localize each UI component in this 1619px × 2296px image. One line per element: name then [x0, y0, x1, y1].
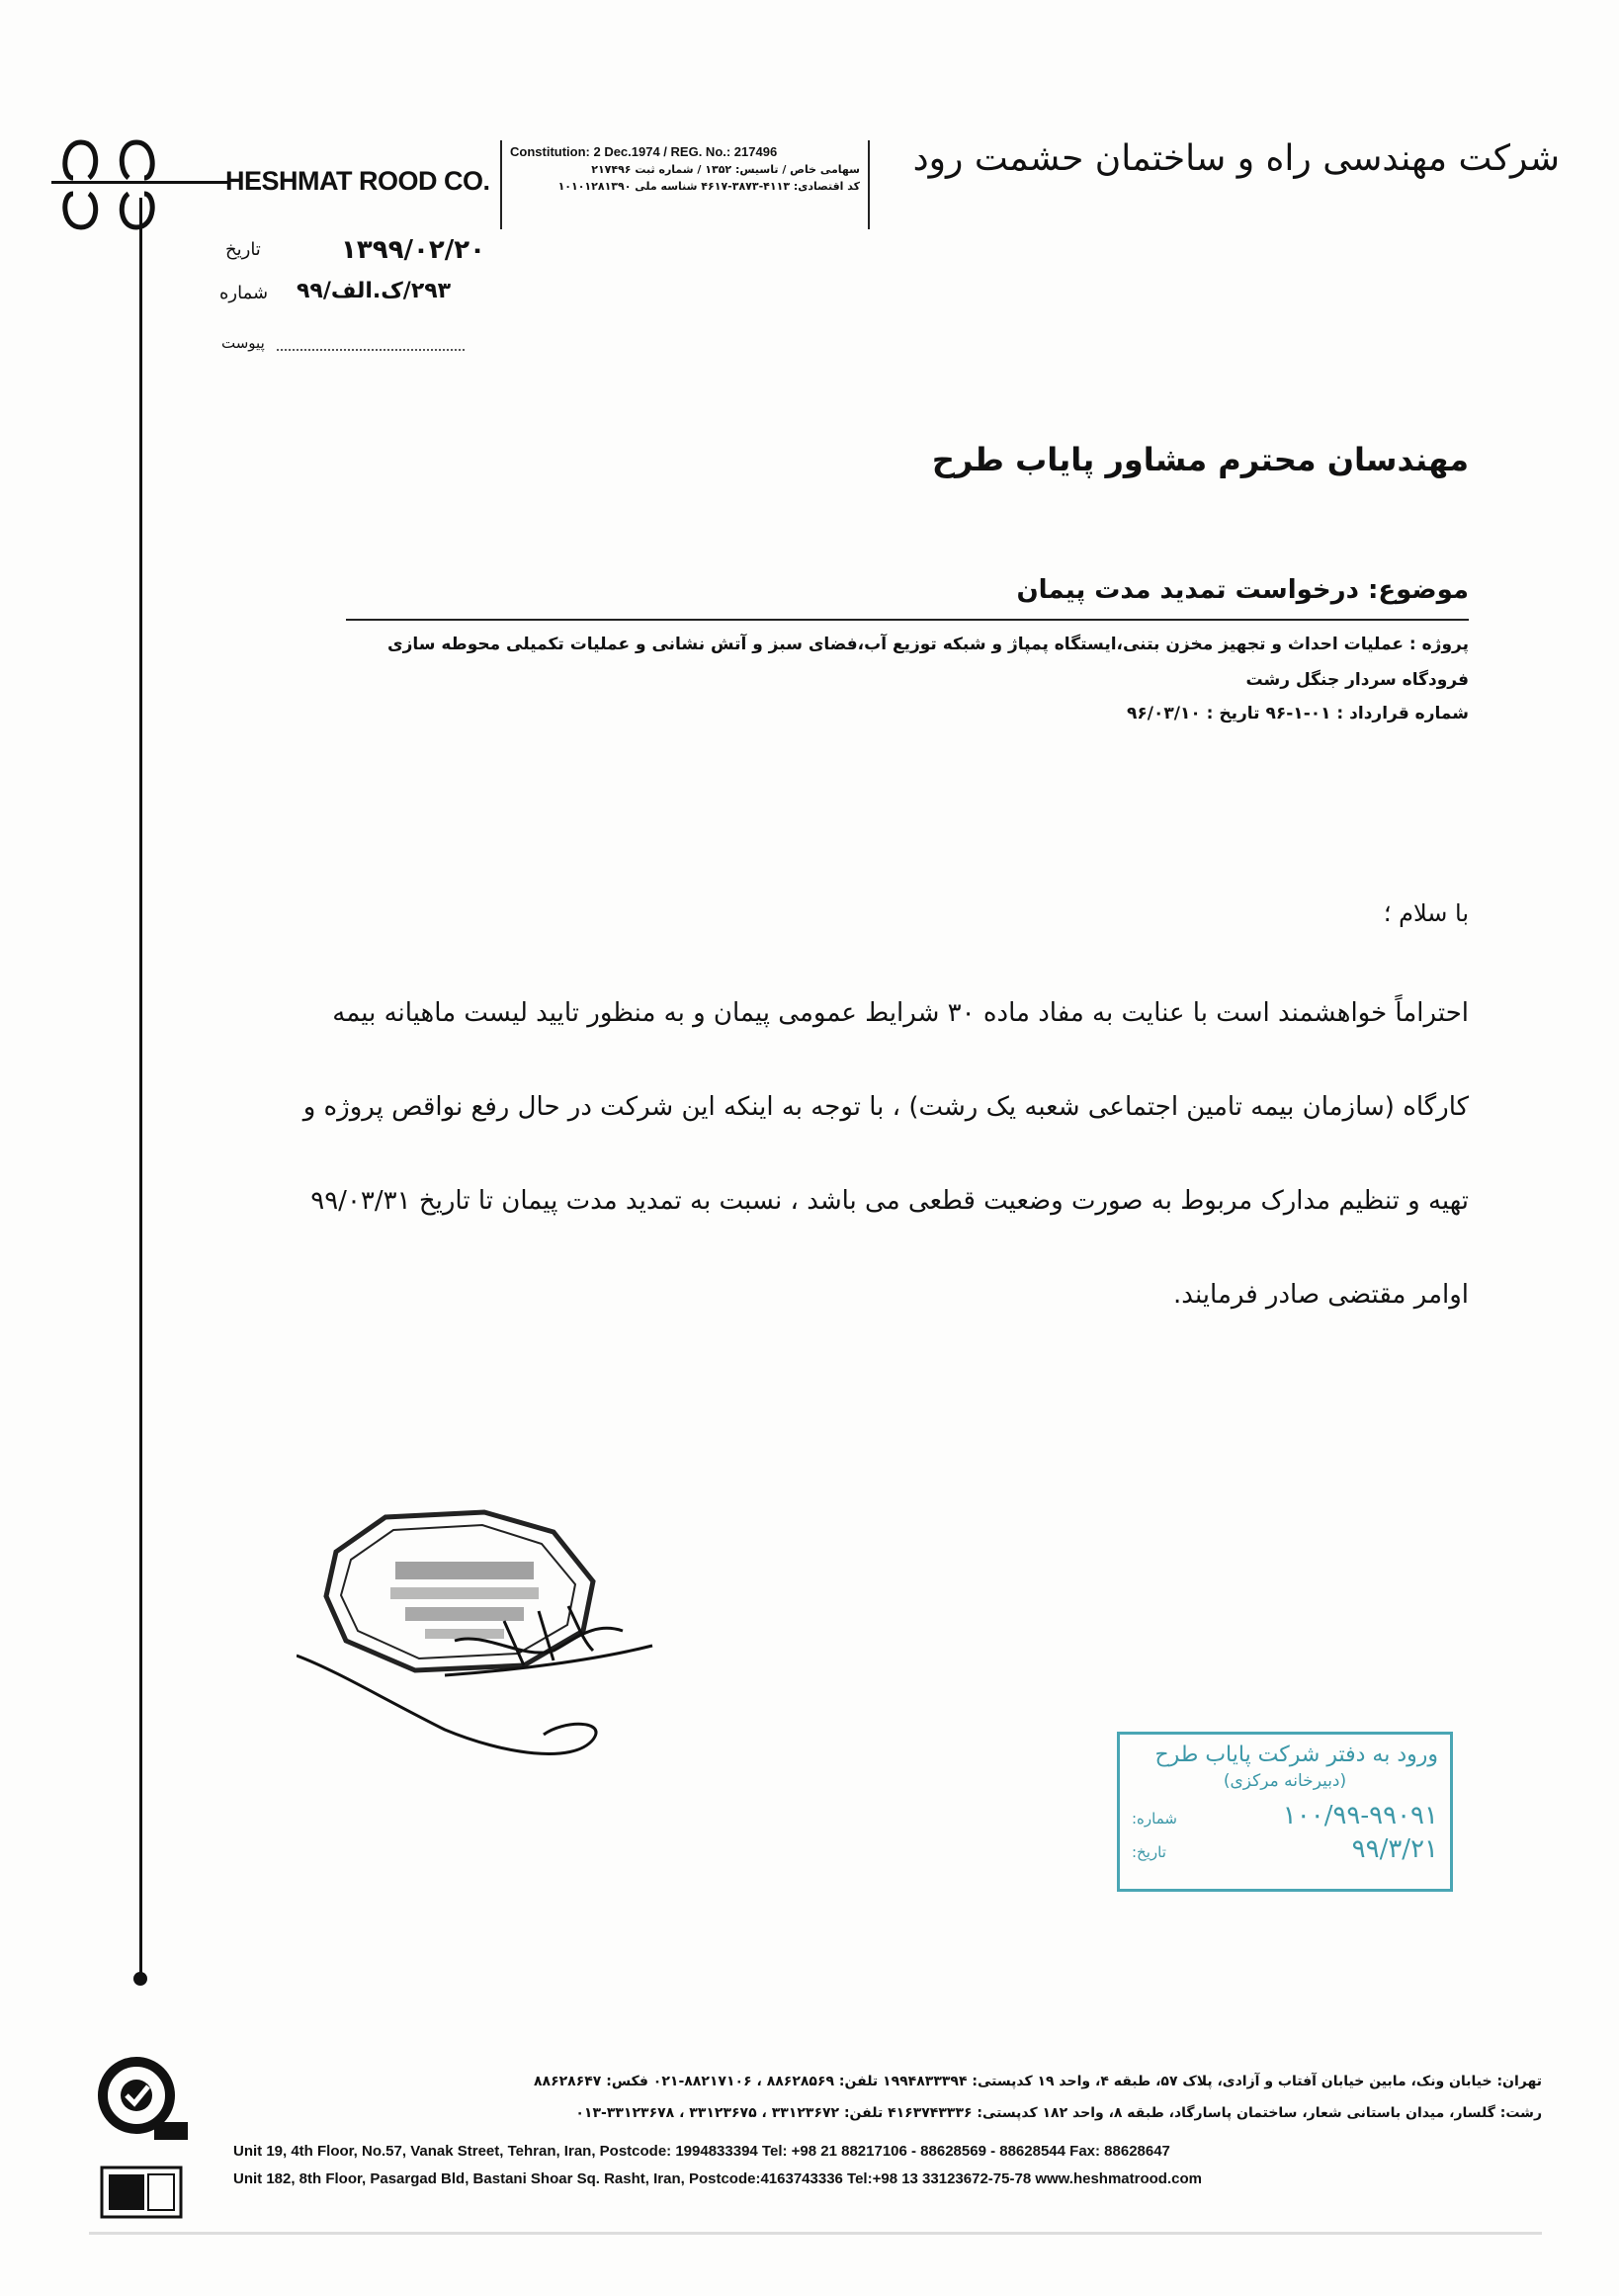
- margin-line: [139, 198, 142, 1977]
- receipt-number-label: شماره:: [1132, 1810, 1177, 1828]
- standard-mark-icon: [102, 2168, 181, 2217]
- body-line-1: احتراماً خواهشمند است با عنایت به مفاد ماده ۳۰ شرایط عمومی پیمان و به منظور تایید لیست ماهیانه بیمه: [332, 998, 1469, 1028]
- footer-address-tehran-fa: تهران: خیابان ونک، مابین خیابان آفتاب و آزادی، پلاک ۵۷، طبقه ۴، واحد ۱۹ کدپستی: ۱۹۹۴۸۳۳۳۹۴ تلفن: ۸۸۶۲۸۵۶۹ ، ۸۸۲۱۷۱۰۶-۰۲۱ فکس: ۸۸۶۲۸۶۴۷: [533, 2074, 1542, 2089]
- footer-edge: [89, 2232, 1542, 2235]
- receipt-number-row: [1132, 1801, 1438, 1830]
- recipient: مهندسان محترم مشاور پایاب طرح: [931, 441, 1469, 478]
- letter-number: ۲۹۳/ک.الف/۹۹: [297, 279, 452, 303]
- body-line-3: تهیه و تنظیم مدارک مربوط به صورت وضعیت قطعی می باشد ، نسبت به تمدید مدت پیمان تا تاریخ ۹۹/۰۳/۳۱: [310, 1186, 1469, 1216]
- receipt-date-value: ۹۹/۳/۲۱: [1351, 1834, 1438, 1864]
- margin-line-end: [133, 1972, 147, 1986]
- number-label: شماره: [219, 283, 269, 303]
- registration-line-en: Constitution: 2 Dec.1974 / REG. No.: 217496: [510, 144, 778, 159]
- company-seal-and-signature: [297, 1492, 712, 1789]
- contract-number: شماره قرارداد : ۰۱-۱-۹۶ تاریخ : ۹۶/۰۳/۱۰: [1127, 704, 1469, 723]
- signature-icon: [297, 1606, 652, 1753]
- company-name-en: HESHMAT ROOD CO.: [225, 166, 490, 196]
- attachment-dots: [277, 348, 465, 351]
- footer-address-rasht-fa: رشت: گلسار، میدان باستانی شعار، ساختمان پاسارگاد، طبقه ۸، واحد ۱۸۲ کدپستی: ۴۱۶۳۷۴۳۳۳۶ تلفن: ۳۳۱۲۳۶۷۲ ، ۳۳۱۲۳۶۷۵ ، ۳۳۱۲۳۶۷۸-۰۱۳: [575, 2105, 1542, 2121]
- footer-address-rasht-en: Unit 182, 8th Floor, Pasargad Bld, Bastani Shoar Sq. Rasht, Iran, Postcode:4163743336 Tel:+98 13 33123672-75-78 www.heshmatrood.com: [233, 2170, 1202, 2187]
- subject-rule: [346, 619, 1469, 621]
- project-line-2: فرودگاه سردار جنگل رشت: [1245, 670, 1469, 690]
- letter-date: ۱۳۹۹/۰۲/۲۰: [341, 235, 485, 265]
- project-description: [352, 627, 1469, 698]
- attachment-label: پیوست: [221, 334, 265, 352]
- receipt-date-label: تاریخ:: [1132, 1843, 1166, 1861]
- subject: موضوع: درخواست تمدید مدت پیمان: [1016, 575, 1469, 605]
- receipt-number-value: ۱۰۰/۹۹-۹۹۰۹۱: [1282, 1801, 1438, 1830]
- company-name-fa: شرکت مهندسی راه و ساختمان حشمت رود: [912, 138, 1560, 179]
- header-rule: [51, 181, 227, 184]
- company-logo-icon: [51, 130, 170, 239]
- body-line-2: کارگاه (سازمان بیمه تامین اجتماعی شعبه یک رشت) ، با توجه به اینکه این شرکت در حال رفع نواقص پروژه و: [302, 1092, 1469, 1122]
- receipt-date-row: [1132, 1834, 1438, 1864]
- body-line-4: اوامر مقتضی صادر فرمایند.: [1173, 1280, 1469, 1310]
- project-line-1: پروژه : عملیات احداث و تجهیز مخزن بتنی،ایستگاه پمپاژ و شبکه توزیع آب،فضای سبز و آتش نشانی و عملیات تکمیلی محوطه سازی: [386, 635, 1469, 654]
- footer-address-tehran-en: Unit 19, 4th Floor, No.57, Vanak Street, Tehran, Iran, Postcode: 1994833394 Tel: +98 21 88217106 - 88628569 - 88628544 Fax: 88628647: [233, 2143, 1170, 2160]
- letter-body: [184, 967, 1469, 1342]
- date-label: تاریخ: [225, 239, 261, 260]
- economic-code-line: کد اقتصادی: ۴۱۱۳-۳۸۷۳-۴۶۱۷ شناسه ملی ۱۰۱۰۱۲۸۱۳۹۰: [557, 180, 860, 193]
- receipt-stamp-title: ورود به دفتر شرکت پایاب طرح: [1154, 1743, 1438, 1767]
- receipt-stamp-subtitle: (دبیرخانه مرکزی): [1223, 1771, 1347, 1791]
- greeting: با سلام ؛: [1383, 899, 1469, 927]
- seal-icon: [326, 1512, 593, 1670]
- registration-line-fa: سهامی خاص / تاسیس: ۱۳۵۲ / شماره ثبت ۲۱۷۴۹۶: [591, 163, 860, 176]
- receipt-stamp: [1117, 1732, 1453, 1892]
- registration-info: [500, 140, 870, 229]
